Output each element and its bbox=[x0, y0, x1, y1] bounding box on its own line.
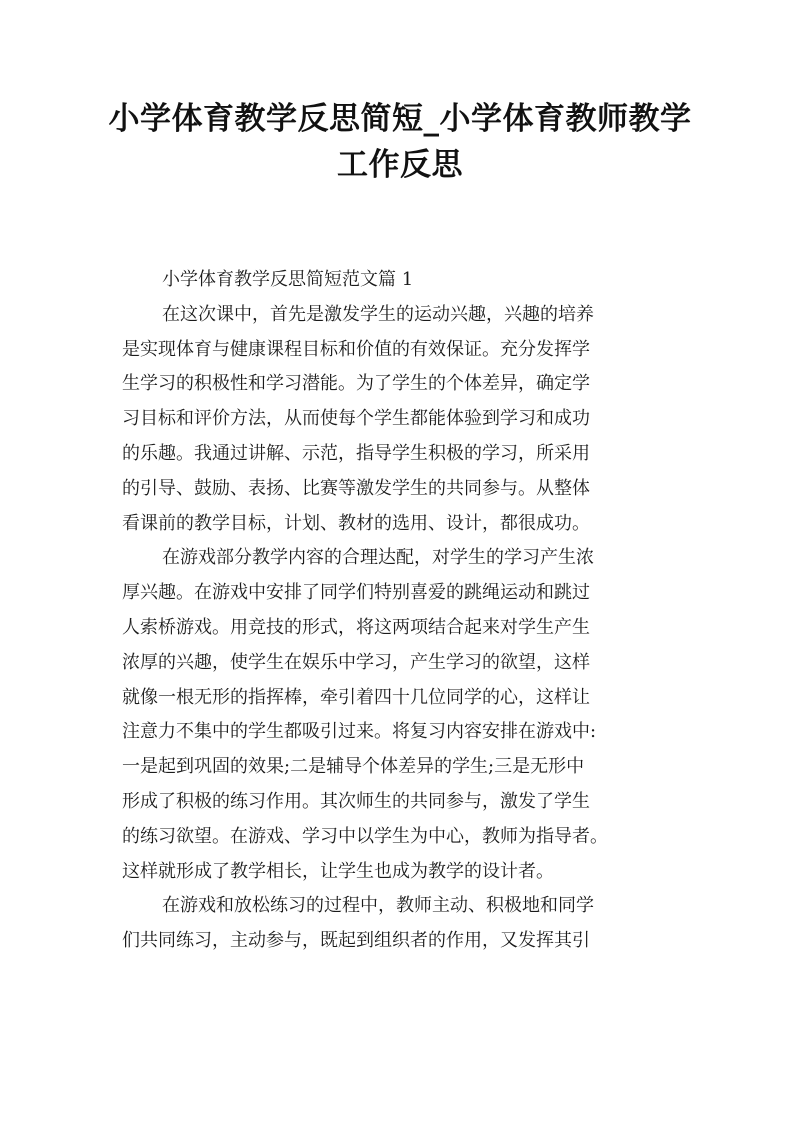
paragraph-line: 的练习欲望。在游戏、学习中以学生为中心，教师为指导者。 bbox=[122, 825, 608, 847]
paragraph-line: 形成了积极的练习作用。其次师生的共同参与，激发了学生 bbox=[122, 790, 590, 812]
paragraph-line: 一是起到巩固的效果;二是辅导个体差异的学生;三是无形中 bbox=[122, 756, 585, 778]
paragraph-line: 看课前的教学目标，计划、教材的选用、设计，都很成功。 bbox=[122, 512, 590, 534]
paragraph-line: 在游戏和放松练习的过程中，教师主动、积极地和同学 bbox=[162, 895, 594, 917]
title-line-1: 小学体育教学反思简短_小学体育教师教学 bbox=[108, 101, 692, 137]
paragraph-line: 就像一根无形的指挥棒，牵引着四十几位同学的心，这样让 bbox=[122, 686, 590, 708]
paragraph-line: 浓厚的兴趣，使学生在娱乐中学习，产生学习的欲望，这样 bbox=[122, 651, 590, 673]
paragraph-line: 是实现体育与健康课程目标和价值的有效保证。充分发挥学 bbox=[122, 338, 590, 360]
paragraph-1 bbox=[122, 298, 682, 542]
paragraph-3 bbox=[122, 889, 682, 959]
paragraph-line: 人索桥游戏。用竞技的形式，将这两项结合起来对学生产生 bbox=[122, 616, 590, 638]
paragraph-line: 习目标和评价方法，从而使每个学生都能体验到学习和成功 bbox=[122, 408, 590, 430]
document-title bbox=[100, 96, 700, 188]
paragraph-line: 这样就形成了教学相长，让学生也成为教学的设计者。 bbox=[122, 860, 554, 882]
paragraph-line: 们共同练习，主动参与，既起到组织者的作用，又发挥其引 bbox=[122, 930, 590, 952]
paragraph-line: 的引导、鼓励、表扬、比赛等激发学生的共同参与。从整体 bbox=[122, 477, 590, 499]
document-body bbox=[122, 263, 682, 959]
paragraph-line: 厚兴趣。在游戏中安排了同学们特别喜爱的跳绳运动和跳过 bbox=[122, 582, 590, 604]
section-heading: 小学体育教学反思简短范文篇 1 bbox=[162, 269, 414, 290]
paragraph-line: 注意力不集中的学生都吸引过来。将复习内容安排在游戏中: bbox=[122, 721, 597, 743]
paragraph-line: 生学习的积极性和学习潜能。为了学生的个体差异，确定学 bbox=[122, 373, 590, 395]
paragraph-2 bbox=[122, 541, 682, 889]
paragraph-line: 在游戏部分教学内容的合理达配，对学生的学习产生浓 bbox=[162, 547, 594, 569]
paragraph-line: 的乐趣。我通过讲解、示范，指导学生积极的学习，所采用 bbox=[122, 442, 590, 464]
title-line-2: 工作反思 bbox=[337, 147, 463, 183]
paragraph-line: 在这次课中，首先是激发学生的运动兴趣，兴趣的培养 bbox=[162, 303, 594, 325]
